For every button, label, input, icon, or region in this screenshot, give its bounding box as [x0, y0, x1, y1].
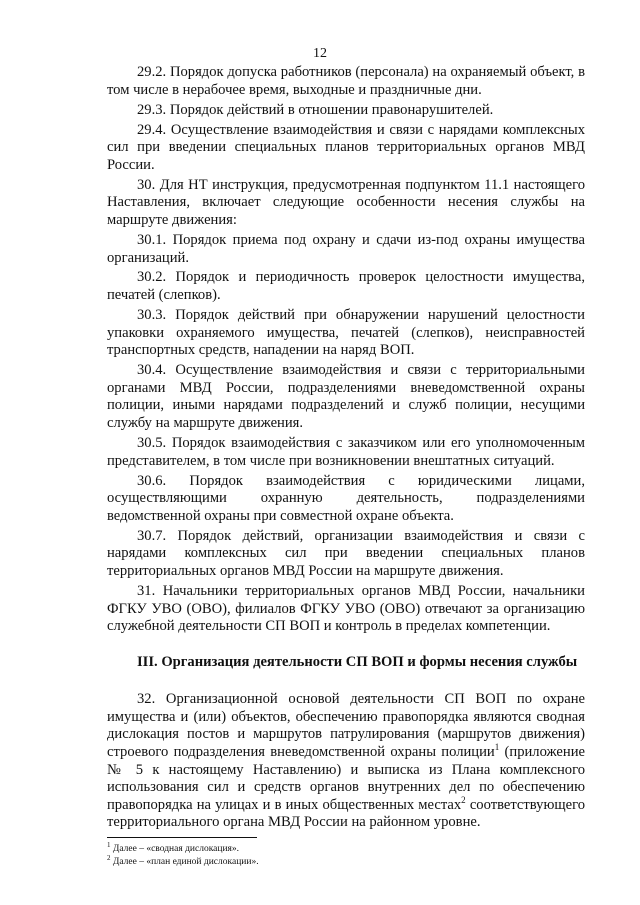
paragraph-32-part1: 32. Организационной основой деятельности СП ВОП по охране имущества и (или) объектов, обеспечению правопорядка являются сводная дислокация постов и маршрутов патрулирования (маршрутов движения) строевого подразделения вневедомственной охраны полиции [107, 691, 585, 761]
paragraph-30-3: 30.3. Порядок действий при обнаружении нарушений целостности упаковки охраняемого имущества, печатей (слепков), неисправностей транспортных средств, нападении на наряд ВОП. [107, 307, 585, 359]
document-body [107, 64, 585, 834]
footnote-1 [107, 840, 585, 856]
footnote-ref-1: 1 [494, 742, 500, 753]
paragraph-29-4: 29.4. Осуществление взаимодействия и связи с нарядами комплексных сил при введении специальных планов территориальных органов МВД России. [107, 121, 585, 173]
paragraph-32-part2: (приложение № 5 к настоящему Наставлению) и выписка из Плана комплексного использования сил и средств органов внутренних дел по обеспечению правопорядка на улицах и в иных общественных местах [107, 744, 585, 813]
section-heading: III. Организация деятельности СП ВОП и формы несения службы [137, 653, 578, 670]
footnote-text-2: Далее – «план единой дислокации». [110, 857, 259, 867]
paragraph-29-2: 29.2. Порядок допуска работников (персонала) на охраняемый объект, в том числе в нерабочее время, выходные и праздничные дни. [107, 64, 585, 98]
paragraph-30-6: 30.6. Порядок взаимодействия с юридическими лицами, осуществляющими охранную деятельность, подразделениями ведомственной охраны при совместной охране объекта. [107, 472, 585, 524]
paragraph-30-2: 30.2. Порядок и периодичность проверок целостности имущества, печатей (слепков). [107, 269, 585, 304]
footnote-mark-2: 2 [107, 853, 111, 862]
paragraph-32-part3: соответствующего территориального органа МВД России на районном уровне. [107, 796, 585, 831]
paragraph-30-7: 30.7. Порядок действий, организации взаимодействия и связи с нарядами комплексных сил при введении специальных планов территориальных органов МВД России на маршруте движения. [107, 527, 585, 579]
footnote-divider [107, 837, 257, 838]
footnote-2 [107, 853, 585, 869]
paragraph-30-1: 30.1. Порядок приема под охрану и сдачи из-под охраны имущества организаций. [107, 231, 585, 266]
paragraph-29-3: 29.3. Порядок действий в отношении правонарушителей. [137, 101, 494, 118]
footnotes [107, 840, 585, 869]
paragraph-30-5: 30.5. Порядок взаимодействия с заказчиком или его уполномоченным представителем, в том числе при возникновении внештатных ситуаций. [107, 435, 585, 469]
footnote-ref-2: 2 [461, 795, 466, 805]
paragraph-32 [107, 691, 585, 832]
footnote-text-1: Далее – «сводная дислокация». [110, 844, 240, 854]
page-number: 12 [313, 46, 327, 61]
footnote-mark-1: 1 [107, 840, 111, 849]
paragraph-31: 31. Начальники территориальных органов МВД России, начальники ФГКУ УВО (ОВО), филиалов ФГКУ УВО (ОВО) отвечают за организацию служебной деятельности СП ВОП и контроль в пределах компетенции. [107, 582, 585, 635]
paragraph-30-4: 30.4. Осуществление взаимодействия и связи с территориальными органами МВД России, подразделениями вневедомственной охраны полиции, иными нарядами подразделений и служб полиции, несущими службу на маршруте движения. [107, 362, 585, 432]
paragraph-30: 30. Для НТ инструкция, предусмотренная подпунктом 11.1 настоящего Наставления, включает следующие особенности несения службы на маршруте движения: [107, 176, 585, 228]
